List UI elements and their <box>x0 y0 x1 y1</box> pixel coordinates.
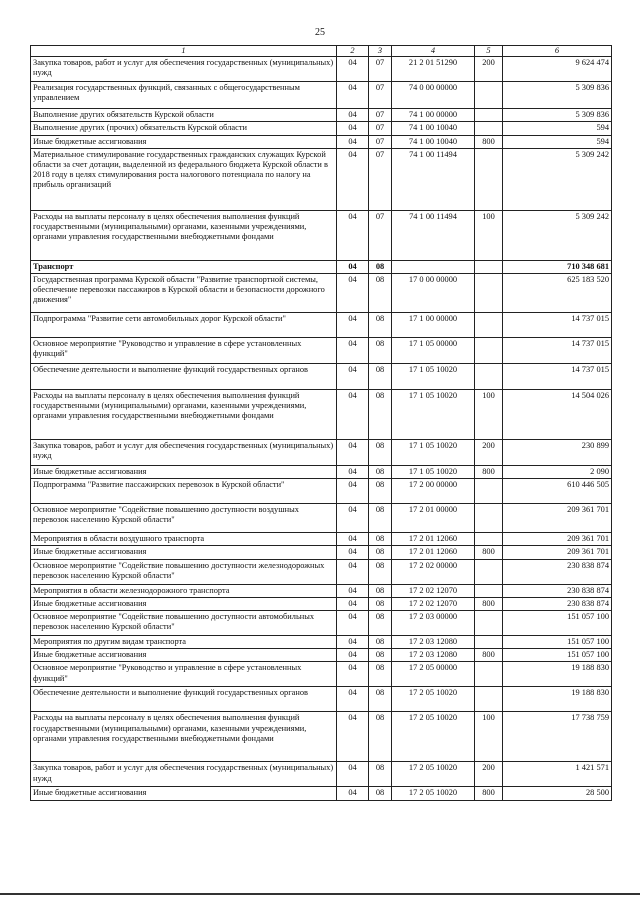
row-section: 04 <box>337 687 369 712</box>
row-target-code: 17 2 05 00000 <box>392 662 475 687</box>
row-subsection: 08 <box>369 559 392 584</box>
row-subsection: 08 <box>369 584 392 597</box>
row-expense-type <box>475 364 503 390</box>
table-row <box>31 762 612 787</box>
row-name: Реализация государственных функций, связанных с общегосударственным управлением <box>31 82 337 109</box>
table-row <box>31 611 612 636</box>
row-section: 04 <box>337 662 369 687</box>
row-section: 04 <box>337 82 369 109</box>
row-section: 04 <box>337 313 369 338</box>
row-target-code: 17 2 05 10020 <box>392 787 475 800</box>
row-subsection: 07 <box>369 82 392 109</box>
row-name: Основное мероприятие "Руководство и управление в сфере установленных функций" <box>31 662 337 687</box>
column-header: 6 <box>503 46 612 57</box>
column-header: 5 <box>475 46 503 57</box>
row-section: 04 <box>337 762 369 787</box>
row-name: Основное мероприятие "Содействие повышению доступности автомобильных перевозок населению Курской области" <box>31 611 337 636</box>
budget-table <box>30 45 612 801</box>
row-subsection: 07 <box>369 109 392 122</box>
row-target-code: 17 1 05 10020 <box>392 466 475 479</box>
row-amount: 230 838 874 <box>503 559 612 584</box>
row-name: Обеспечение деятельности и выполнение функций государственных органов <box>31 687 337 712</box>
row-target-code: 17 2 05 10020 <box>392 762 475 787</box>
table-row <box>31 479 612 504</box>
row-expense-type <box>475 122 503 135</box>
row-subsection: 08 <box>369 364 392 390</box>
row-target-code: 17 2 02 12070 <box>392 597 475 610</box>
row-name: Обеспечение деятельности и выполнение функций государственных органов <box>31 364 337 390</box>
row-expense-type: 100 <box>475 712 503 762</box>
table-body <box>31 46 612 801</box>
row-subsection: 08 <box>369 479 392 504</box>
row-subsection: 08 <box>369 712 392 762</box>
row-subsection: 08 <box>369 762 392 787</box>
row-subsection: 07 <box>369 135 392 148</box>
row-section: 04 <box>337 636 369 649</box>
row-target-code: 17 2 05 10020 <box>392 712 475 762</box>
table-header-row <box>31 46 612 57</box>
row-name: Основное мероприятие "Содействие повышению доступности железнодорожных перевозок населению Курской области" <box>31 559 337 584</box>
row-subsection: 08 <box>369 313 392 338</box>
row-target-code: 74 0 00 00000 <box>392 82 475 109</box>
row-name: Иные бюджетные ассигнования <box>31 649 337 662</box>
row-section: 04 <box>337 210 369 260</box>
table-row <box>31 466 612 479</box>
row-section: 04 <box>337 148 369 210</box>
row-expense-type <box>475 338 503 364</box>
row-amount: 14 737 015 <box>503 338 612 364</box>
row-subsection: 08 <box>369 611 392 636</box>
table-row <box>31 597 612 610</box>
row-amount: 151 057 100 <box>503 611 612 636</box>
row-subsection: 08 <box>369 597 392 610</box>
row-name: Основное мероприятие "Руководство и управление в сфере установленных функций" <box>31 338 337 364</box>
row-name: Подпрограмма "Развитие пассажирских перевозок в Курской области" <box>31 479 337 504</box>
row-amount: 14 737 015 <box>503 364 612 390</box>
row-name: Мероприятия в области железнодорожного транспорта <box>31 584 337 597</box>
row-section: 04 <box>337 597 369 610</box>
table-row <box>31 82 612 109</box>
table-row <box>31 260 612 273</box>
row-amount: 230 899 <box>503 440 612 466</box>
table-row <box>31 338 612 364</box>
column-header: 2 <box>337 46 369 57</box>
row-subsection: 07 <box>369 210 392 260</box>
row-name: Закупка товаров, работ и услуг для обеспечения государственных (муниципальных) нужд <box>31 440 337 466</box>
row-name: Выполнение других обязательств Курской области <box>31 109 337 122</box>
row-amount: 5 309 836 <box>503 82 612 109</box>
row-subsection: 08 <box>369 636 392 649</box>
row-expense-type <box>475 260 503 273</box>
row-target-code: 17 2 03 12080 <box>392 636 475 649</box>
row-section: 04 <box>337 559 369 584</box>
row-target-code: 74 1 00 10040 <box>392 122 475 135</box>
row-name: Государственная программа Курской области "Развитие транспортной системы, обеспечение перевозки пассажиров в Курской области и безопасности дорожного движения" <box>31 274 337 313</box>
row-section: 04 <box>337 466 369 479</box>
table-row <box>31 109 612 122</box>
row-section: 04 <box>337 649 369 662</box>
row-target-code: 17 2 01 12060 <box>392 546 475 559</box>
table-row <box>31 57 612 82</box>
row-subsection: 08 <box>369 260 392 273</box>
row-amount: 594 <box>503 135 612 148</box>
table-row <box>31 313 612 338</box>
row-target-code: 74 1 00 10040 <box>392 135 475 148</box>
row-section: 04 <box>337 364 369 390</box>
row-subsection: 08 <box>369 649 392 662</box>
table-row <box>31 687 612 712</box>
table-row <box>31 546 612 559</box>
row-subsection: 08 <box>369 466 392 479</box>
column-header: 4 <box>392 46 475 57</box>
row-name: Закупка товаров, работ и услуг для обеспечения государственных (муниципальных) нужд <box>31 57 337 82</box>
row-section: 04 <box>337 611 369 636</box>
row-section: 04 <box>337 533 369 546</box>
row-amount: 230 838 874 <box>503 597 612 610</box>
row-amount: 625 183 520 <box>503 274 612 313</box>
row-amount: 209 361 701 <box>503 533 612 546</box>
table-row <box>31 712 612 762</box>
row-amount: 5 309 242 <box>503 148 612 210</box>
row-target-code: 17 1 05 00000 <box>392 338 475 364</box>
table-row <box>31 440 612 466</box>
row-subsection: 08 <box>369 787 392 800</box>
row-section: 04 <box>337 122 369 135</box>
row-name: Иные бюджетные ассигнования <box>31 466 337 479</box>
row-name: Подпрограмма "Развитие сети автомобильных дорог Курской области" <box>31 313 337 338</box>
row-expense-type: 800 <box>475 649 503 662</box>
row-expense-type <box>475 584 503 597</box>
row-amount: 594 <box>503 122 612 135</box>
row-name: Иные бюджетные ассигнования <box>31 135 337 148</box>
row-expense-type: 800 <box>475 546 503 559</box>
row-amount: 19 188 830 <box>503 687 612 712</box>
row-target-code: 17 1 00 00000 <box>392 313 475 338</box>
row-name: Основное мероприятие "Содействие повышению доступности воздушных перевозок населению Курской области" <box>31 504 337 533</box>
column-header: 1 <box>31 46 337 57</box>
row-expense-type: 800 <box>475 135 503 148</box>
row-expense-type: 100 <box>475 210 503 260</box>
row-target-code: 17 2 00 00000 <box>392 479 475 504</box>
row-target-code: 17 1 05 10020 <box>392 364 475 390</box>
row-amount: 1 421 571 <box>503 762 612 787</box>
row-expense-type <box>475 687 503 712</box>
row-section: 04 <box>337 712 369 762</box>
row-section: 04 <box>337 440 369 466</box>
table-row <box>31 364 612 390</box>
row-name: Иные бюджетные ассигнования <box>31 597 337 610</box>
row-target-code <box>392 260 475 273</box>
row-expense-type <box>475 274 503 313</box>
table-row <box>31 533 612 546</box>
row-amount: 209 361 701 <box>503 504 612 533</box>
row-section: 04 <box>337 260 369 273</box>
row-section: 04 <box>337 274 369 313</box>
row-section: 04 <box>337 338 369 364</box>
row-amount: 5 309 836 <box>503 109 612 122</box>
row-name: Мероприятия по другим видам транспорта <box>31 636 337 649</box>
row-target-code: 17 0 00 00000 <box>392 274 475 313</box>
row-subsection: 08 <box>369 546 392 559</box>
row-expense-type: 800 <box>475 597 503 610</box>
row-section: 04 <box>337 546 369 559</box>
row-name: Мероприятия в области воздушного транспорта <box>31 533 337 546</box>
row-expense-type <box>475 109 503 122</box>
row-subsection: 08 <box>369 390 392 440</box>
row-name: Иные бюджетные ассигнования <box>31 787 337 800</box>
row-name: Материальное стимулирование государственных гражданских служащих Курской области за счет дотации, выделенной из федерального бюджета Курской области в 2018 году в целях стимулирования роста налогового потенциала по налогу на прибыль организаций <box>31 148 337 210</box>
row-target-code: 17 2 03 12080 <box>392 649 475 662</box>
row-expense-type <box>475 533 503 546</box>
row-expense-type <box>475 313 503 338</box>
row-name: Расходы на выплаты персоналу в целях обеспечения выполнения функций государственными (муниципальными) органами, казенными учреждениями, органами управления государственными внебюджетными фондами <box>31 390 337 440</box>
row-expense-type <box>475 148 503 210</box>
row-section: 04 <box>337 390 369 440</box>
row-amount: 209 361 701 <box>503 546 612 559</box>
table-row <box>31 787 612 800</box>
row-target-code: 17 1 05 10020 <box>392 390 475 440</box>
table-row <box>31 390 612 440</box>
row-expense-type: 200 <box>475 762 503 787</box>
row-name: Иные бюджетные ассигнования <box>31 546 337 559</box>
row-target-code: 17 2 01 12060 <box>392 533 475 546</box>
row-target-code: 74 1 00 00000 <box>392 109 475 122</box>
row-expense-type: 800 <box>475 787 503 800</box>
row-target-code: 21 2 01 51290 <box>392 57 475 82</box>
row-name: Закупка товаров, работ и услуг для обеспечения государственных (муниципальных) нужд <box>31 762 337 787</box>
row-amount: 14 504 026 <box>503 390 612 440</box>
row-expense-type <box>475 662 503 687</box>
row-target-code: 17 2 02 12070 <box>392 584 475 597</box>
table-row <box>31 662 612 687</box>
bottom-rule <box>0 893 640 895</box>
table-row <box>31 649 612 662</box>
row-target-code: 17 1 05 10020 <box>392 440 475 466</box>
row-subsection: 07 <box>369 57 392 82</box>
row-amount: 9 624 474 <box>503 57 612 82</box>
row-amount: 710 348 681 <box>503 260 612 273</box>
row-subsection: 08 <box>369 274 392 313</box>
row-subsection: 08 <box>369 687 392 712</box>
row-amount: 17 738 759 <box>503 712 612 762</box>
table-row <box>31 148 612 210</box>
row-amount: 19 188 830 <box>503 662 612 687</box>
row-subsection: 08 <box>369 338 392 364</box>
row-expense-type <box>475 82 503 109</box>
row-section: 04 <box>337 135 369 148</box>
row-expense-type: 800 <box>475 466 503 479</box>
row-subsection: 08 <box>369 440 392 466</box>
row-amount: 5 309 242 <box>503 210 612 260</box>
row-amount: 151 057 100 <box>503 636 612 649</box>
row-section: 04 <box>337 109 369 122</box>
row-amount: 610 446 505 <box>503 479 612 504</box>
page-number: 25 <box>315 27 325 38</box>
row-section: 04 <box>337 57 369 82</box>
row-expense-type: 200 <box>475 57 503 82</box>
row-target-code: 17 2 02 00000 <box>392 559 475 584</box>
row-name: Расходы на выплаты персоналу в целях обеспечения выполнения функций государственными (муниципальными) органами, казенными учреждениями, органами управления государственными внебюджетными фондами <box>31 712 337 762</box>
row-target-code: 17 2 01 00000 <box>392 504 475 533</box>
table-row <box>31 636 612 649</box>
row-section: 04 <box>337 787 369 800</box>
row-subsection: 07 <box>369 122 392 135</box>
row-amount: 14 737 015 <box>503 313 612 338</box>
row-section: 04 <box>337 479 369 504</box>
row-amount: 230 838 874 <box>503 584 612 597</box>
row-expense-type <box>475 611 503 636</box>
row-subsection: 08 <box>369 504 392 533</box>
table-row <box>31 122 612 135</box>
table-row <box>31 504 612 533</box>
row-name: Транспорт <box>31 260 337 273</box>
row-amount: 28 500 <box>503 787 612 800</box>
row-target-code: 74 1 00 11494 <box>392 210 475 260</box>
table-row <box>31 135 612 148</box>
row-name: Выполнение других (прочих) обязательств Курской области <box>31 122 337 135</box>
table-row <box>31 559 612 584</box>
table-row <box>31 274 612 313</box>
row-expense-type <box>475 559 503 584</box>
row-amount: 151 057 100 <box>503 649 612 662</box>
row-section: 04 <box>337 504 369 533</box>
row-expense-type: 200 <box>475 440 503 466</box>
row-subsection: 08 <box>369 662 392 687</box>
table-row <box>31 584 612 597</box>
row-name: Расходы на выплаты персоналу в целях обеспечения выполнения функций государственными (муниципальными) органами, казенными учреждениями, органами управления государственными внебюджетными фондами <box>31 210 337 260</box>
row-target-code: 74 1 00 11494 <box>392 148 475 210</box>
row-expense-type: 100 <box>475 390 503 440</box>
row-target-code: 17 2 05 10020 <box>392 687 475 712</box>
row-section: 04 <box>337 584 369 597</box>
row-expense-type <box>475 479 503 504</box>
row-target-code: 17 2 03 00000 <box>392 611 475 636</box>
table-row <box>31 210 612 260</box>
row-subsection: 08 <box>369 533 392 546</box>
column-header: 3 <box>369 46 392 57</box>
row-amount: 2 090 <box>503 466 612 479</box>
row-expense-type <box>475 504 503 533</box>
row-expense-type <box>475 636 503 649</box>
row-subsection: 07 <box>369 148 392 210</box>
